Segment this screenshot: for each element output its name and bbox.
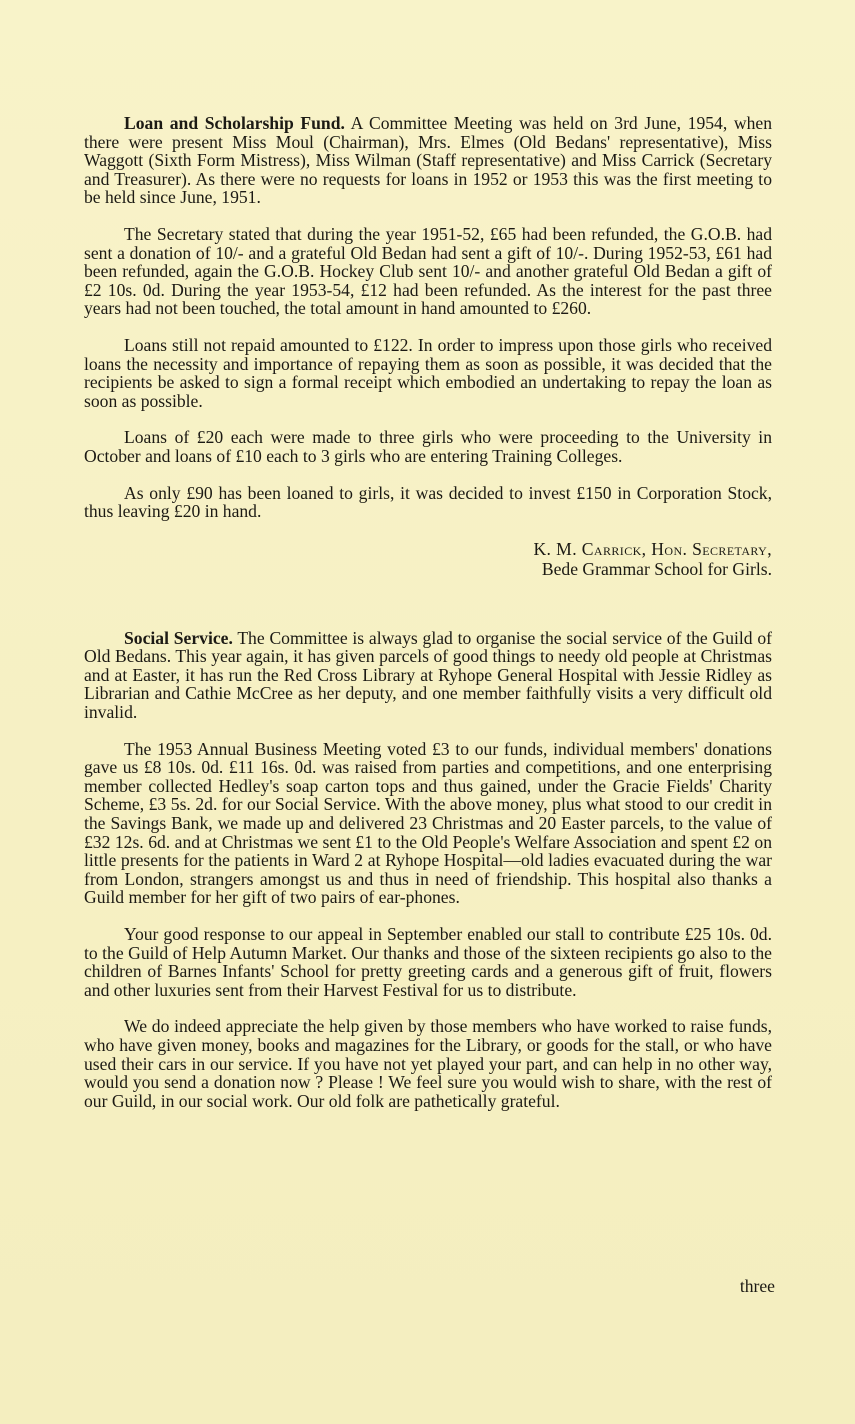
loan-paragraph-3: Loans still not repaid amounted to £122. In order to impress upon those girls who received loans the necessity and importance of repaying them as soon as possible, it was decided that the recipients be asked to sign a formal receipt which embodied an undertaking to repay the loan as soon as possible. — [84, 334, 772, 411]
signature-organization: Bede Grammar School for Girls. — [541, 558, 772, 579]
page-number: three — [739, 1276, 775, 1296]
loan-paragraph-2: The Secretary stated that during the year 1951-52, £65 had been refunded, the G.O.B. had sent a donation of 10/- and a grateful Old Bedan had sent a gift of 10/-. During 1952-53, £61 had been refunded, again the G.O.B. Hockey Club sent 10/- and another grateful Old Bedan a gift of £2 10s. 0d. During the year 1953-54, £12 had been refunded. As the interest for the past three years had not been touched, the total amount in hand amounted to £260. — [84, 223, 772, 319]
signature-name: K. M. Carrick, Hon. Secretary, — [533, 538, 772, 559]
loan-section-heading: Loan and Scholarship Fund. — [124, 113, 345, 133]
social-paragraph-1-text: The Committee is always glad to organise the social service of the Guild of Old Bedans. This year again, it has given parcels of good things to needy old people at Christmas and at Easter, it has run the Red Cross Library at Ryhope General Hospital with Jessie Ridley as Librarian and Cathie McCree as her deputy, and one member faithfully visits a very difficult old invalid. — [84, 627, 772, 723]
social-section-heading: Social Service. — [124, 627, 233, 648]
social-paragraph-1 — [84, 629, 772, 722]
loan-paragraph-4: Loans of £20 each were made to three girls who were proceeding to the University in October and loans of £10 each to 3 girls who are entering Training Colleges. — [84, 427, 772, 466]
social-paragraph-3: Your good response to our appeal in September enabled our stall to contribute £25 10s. 0d. to the Guild of Help Autumn Market. Our thanks and those of the sixteen recipients go also to the children of Barnes Infants' School for pretty greeting cards and a generous gift of fruit, flowers and other luxuries sent from their Harvest Festival for us to distribute. — [84, 924, 772, 1000]
social-paragraph-2: The 1953 Annual Business Meeting voted £3 to our funds, individual members' donations gave us £8 10s. 0d. £11 16s. 0d. was raised from parties and competitions, and one enterprising member collected Hedley's soap carton tops and thus gained, under the Gracie Fields' Charity Scheme, £3 5s. 2d. for our Social Service. With the above money, plus what stood to our credit in the Savings Bank, we made up and delivered 23 Christmas and 20 Easter parcels, to the value of £32 12s. 6d. and at Christmas we sent £1 to the Old People's Welfare Association and spent £2 on little presents for the patients in Ward 2 at Ryhope Hospital—old ladies evacuated during the war from London, strangers amongst us and thus in need of friendship. This hospital also thanks a Guild member for her gift of two pairs of ear-phones. — [84, 738, 772, 908]
document-body — [84, 114, 772, 1128]
social-paragraph-4: We do indeed appreciate the help given by those members who have worked to raise funds, who have given money, books and magazines for the Library, or goods for the stall, or who have used their cars in our service. If you have not yet played your part, and can help in no other way, would you send a donation now ? Please ! We feel sure you would wish to share, with the rest of our Guild, in our social work. Our old folk are pathetically grateful. — [84, 1016, 772, 1111]
loan-paragraph-1 — [84, 114, 772, 207]
loan-paragraph-5: As only £90 has been loaned to girls, it was decided to invest £150 in Corporation Stock, thus leaving £20 in hand. — [84, 482, 772, 522]
signature-block — [84, 539, 772, 579]
loan-paragraph-1-text: A Committee Meeting was held on 3rd June, 1954, when there were present Miss Moul (Chairman), Mrs. Elmes (Old Bedans' representative), Miss Waggott (Sixth Form Mistress), Miss Wilman (Staff representative) and Miss Carrick (Secretary and Treasurer). As there were no requests for loans in 1952 or 1953 this was the first meeting to be held since June, 1951. — [84, 113, 772, 208]
